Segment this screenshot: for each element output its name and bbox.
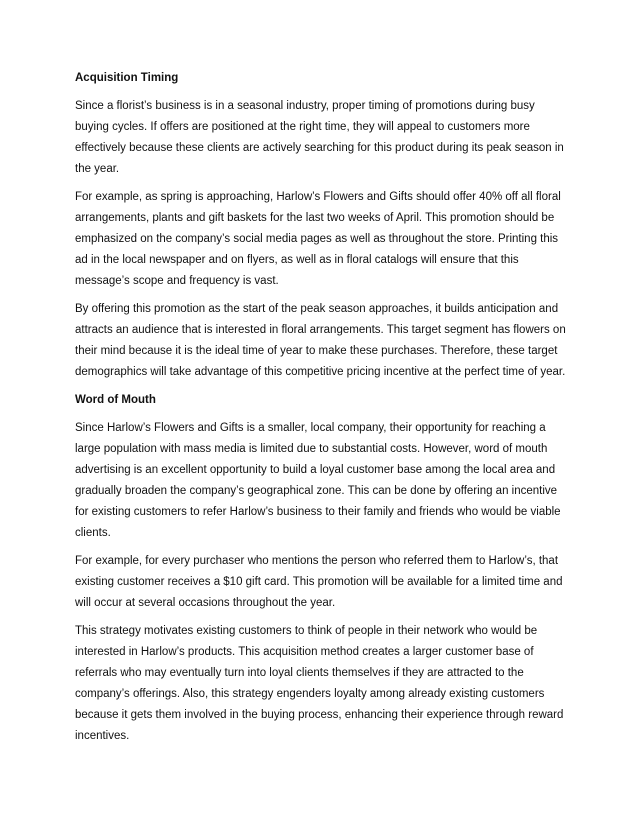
paragraph: For example, as spring is approaching, Harlow’s Flowers and Gifts should offer 40% off all floral arrangements, plants and gift baskets for the last two weeks of April. This promotion should be emphasized on the company’s social media pages as well as throughout the store. Printing this ad in the local newspaper and on flyers, as well as in floral catalogs will ensure that this message’s scope and frequency is vast. [75, 191, 561, 287]
section-acquisition-timing [75, 68, 567, 383]
paragraph: By offering this promotion as the start of the peak season approaches, it builds anticipation and attracts an audience that is interested in floral arrangements. This target segment has flowers on their mind because it is the ideal time of year to make these purchases. Therefore, these target demographics will take advantage of this competitive pricing incentive at the perfect time of year. [75, 303, 566, 378]
section-heading: Word of Mouth [75, 394, 156, 406]
section-heading: Acquisition Timing [75, 72, 179, 84]
document-page [75, 68, 567, 754]
paragraph: This strategy motivates existing customers to think of people in their network who would be interested in Harlow’s products. This acquisition method creates a larger customer base of referrals who may eventually turn into loyal clients themselves if they are attracted to the company’s offerings. Also, this strategy engenders loyalty among already existing customers because it gets them involved in the buying process, enhancing their experience through reward incentives. [75, 625, 564, 742]
paragraph: For example, for every purchaser who mentions the person who referred them to Harlow’s, that existing customer receives a $10 gift card. This promotion will be available for a limited time and will occur at several occasions throughout the year. [75, 555, 563, 609]
paragraph: Since Harlow’s Flowers and Gifts is a smaller, local company, their opportunity for reaching a large population with mass media is limited due to substantial costs. However, word of mouth advertising is an excellent opportunity to build a loyal customer base among the local area and gradually broaden the company’s geographical zone. This can be done by offering an incentive for existing customers to refer Harlow’s business to their family and friends who would be viable clients. [75, 422, 561, 539]
section-word-of-mouth [75, 390, 567, 747]
paragraph: Since a florist’s business is in a seasonal industry, proper timing of promotions during busy buying cycles. If offers are positioned at the right time, they will appeal to customers more effectively because these clients are actively searching for this product during its peak season in the year. [75, 100, 564, 175]
